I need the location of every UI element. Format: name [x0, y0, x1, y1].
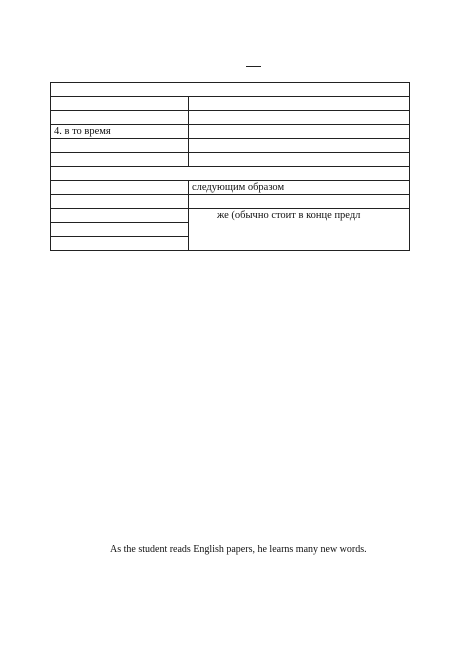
table-row — [51, 181, 410, 195]
table-row — [51, 125, 410, 139]
table-cell-left — [51, 97, 189, 111]
table-row-header — [51, 83, 410, 97]
table-row — [51, 111, 410, 125]
table-cell-right — [189, 139, 410, 153]
table-cell-right — [189, 195, 410, 209]
table-cell-left — [51, 209, 189, 223]
table-cell-left — [51, 195, 189, 209]
table-cell-left — [51, 111, 189, 125]
table-row — [51, 195, 410, 209]
table-cell-left — [51, 223, 189, 237]
vocabulary-table — [50, 82, 410, 251]
example-sentence: As the student reads English papers, he learns many new words. — [110, 544, 367, 555]
table-cell-left — [51, 237, 189, 251]
table-header-cell — [51, 83, 410, 97]
table-cell-left — [51, 139, 189, 153]
table-cell-left — [51, 181, 189, 195]
table-cell-right — [189, 125, 410, 139]
table-cell-right: следующим образом — [189, 181, 410, 195]
table-row — [51, 153, 410, 167]
table-cell-left: 4. в то время — [51, 125, 189, 139]
table-row — [51, 97, 410, 111]
table-row-spanning — [51, 167, 410, 181]
table-cell-right — [189, 97, 410, 111]
table-row — [51, 209, 410, 223]
header-dash — [246, 66, 261, 67]
table-cell-left — [51, 153, 189, 167]
table-cell-right — [189, 153, 410, 167]
table-row — [51, 139, 410, 153]
table-spanning-cell — [51, 167, 410, 181]
table-cell-right — [189, 111, 410, 125]
table-cell-right-merged: же (обычно стоит в конце предл — [189, 209, 410, 251]
